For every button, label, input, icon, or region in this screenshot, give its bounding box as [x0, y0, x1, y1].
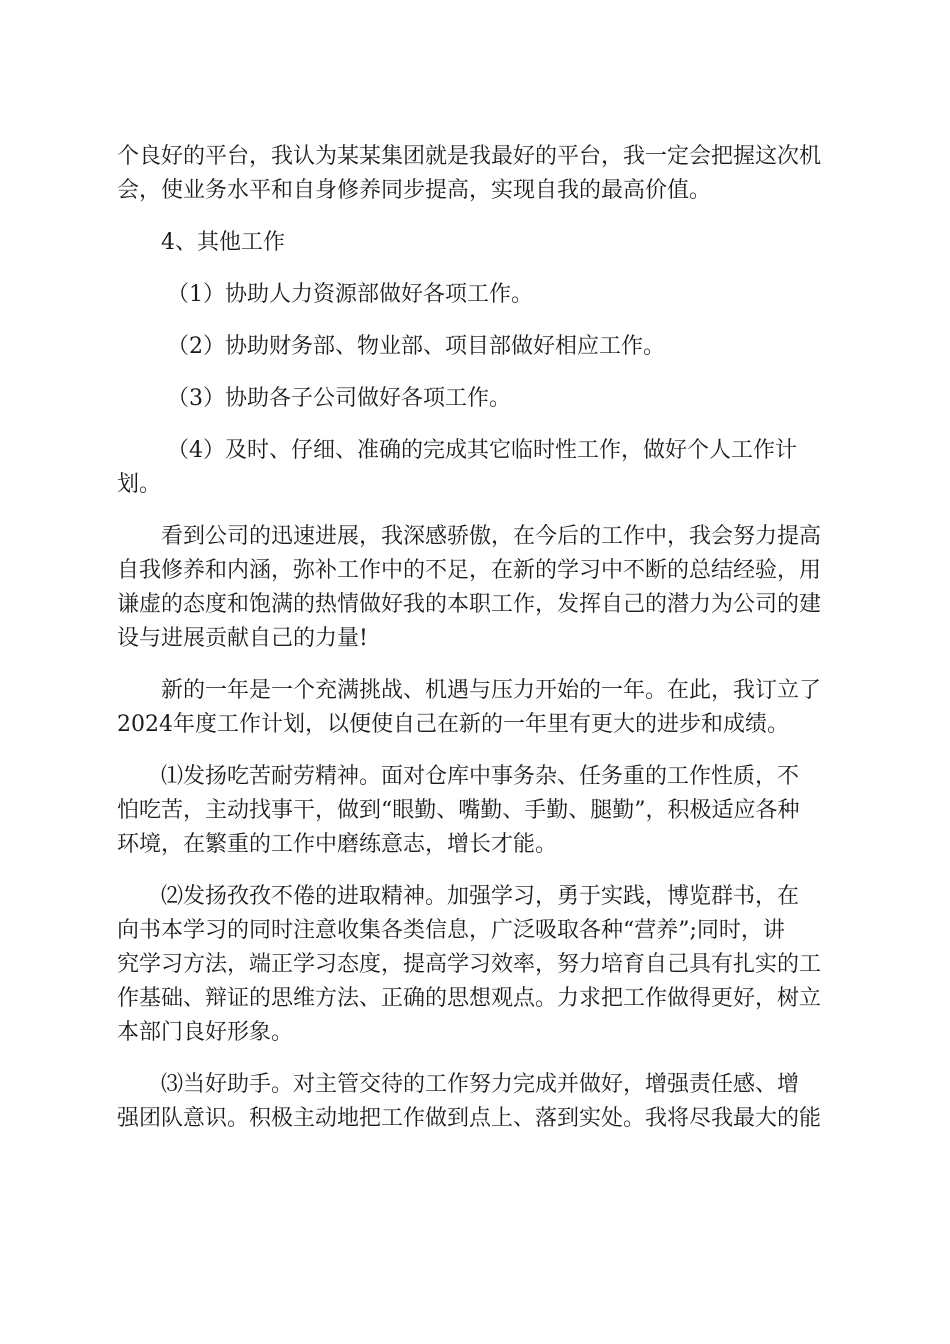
text-line: 环境，在繁重的工作中磨练意志，增长才能。	[117, 832, 558, 857]
text-line: 究学习方法，端正学习态度，提高学习效率，努力培育自己具有扎实的工	[117, 952, 822, 977]
text-line: 作基础、辩证的思维方法、正确的思想观点。力求把工作做得更好，树立	[117, 986, 822, 1011]
text-line: 设与进展贡献自己的力量!	[117, 626, 368, 651]
paragraph-point-2	[117, 880, 833, 1050]
paragraph-platform	[117, 140, 833, 208]
list-item	[117, 434, 833, 502]
text-line: 本部门良好形象。	[117, 1020, 294, 1045]
text-line: 会，使业务水平和自身修养同步提高，实现自我的最高价值。	[117, 178, 712, 203]
paragraph-point-1	[117, 760, 833, 862]
paragraph-company-progress	[117, 520, 833, 656]
text-line: ⑶当好助手。对主管交待的工作努力完成并做好，增强责任感、增	[161, 1072, 800, 1097]
list-item: （1）协助人力资源部做好各项工作。	[167, 282, 533, 307]
list-item: （3）协助各子公司做好各项工作。	[167, 386, 511, 411]
text-line: 谦虚的态度和饱满的热情做好我的本职工作，发挥自己的潜力为公司的建	[117, 592, 822, 617]
text-line: （4）及时、仔细、准确的完成其它临时性工作，做好个人工作计	[167, 438, 797, 463]
text-line: 怕吃苦，主动找事干，做到“眼勤、嘴勤、手勤、腿勤”，积极适应各种	[117, 798, 800, 823]
text-line: 向书本学习的同时注意收集各类信息，广泛吸取各种“营养”;同时，讲	[117, 918, 785, 943]
section-heading-other-work: 4、其他工作	[161, 230, 285, 255]
paragraph-point-3	[117, 1068, 833, 1136]
text-line: 2024年度工作计划，以便使自己在新的一年里有更大的进步和成绩。	[117, 712, 789, 737]
text-line: ⑵发扬孜孜不倦的进取精神。加强学习，勇于实践，博览群书，在	[161, 884, 800, 909]
text-line: 划。	[117, 472, 162, 497]
text-line: 新的一年是一个充满挑战、机遇与压力开始的一年。在此，我订立了	[161, 678, 822, 703]
list-item: （2）协助财务部、物业部、项目部做好相应工作。	[167, 334, 665, 359]
text-line: ⑴发扬吃苦耐劳精神。面对仓库中事务杂、任务重的工作性质，不	[161, 764, 800, 789]
text-line: 自我修养和内涵，弥补工作中的不足，在新的学习中不断的总结经验，用	[117, 558, 822, 583]
paragraph-new-year	[117, 674, 833, 742]
text-line: 看到公司的迅速进展，我深感骄傲，在今后的工作中，我会努力提高	[161, 524, 822, 549]
text-line: 个良好的平台，我认为某某集团就是我最好的平台，我一定会把握这次机	[117, 144, 822, 169]
text-line: 强团队意识。积极主动地把工作做到点上、落到实处。我将尽我最大的能	[117, 1106, 822, 1131]
document-page	[117, 140, 833, 1136]
